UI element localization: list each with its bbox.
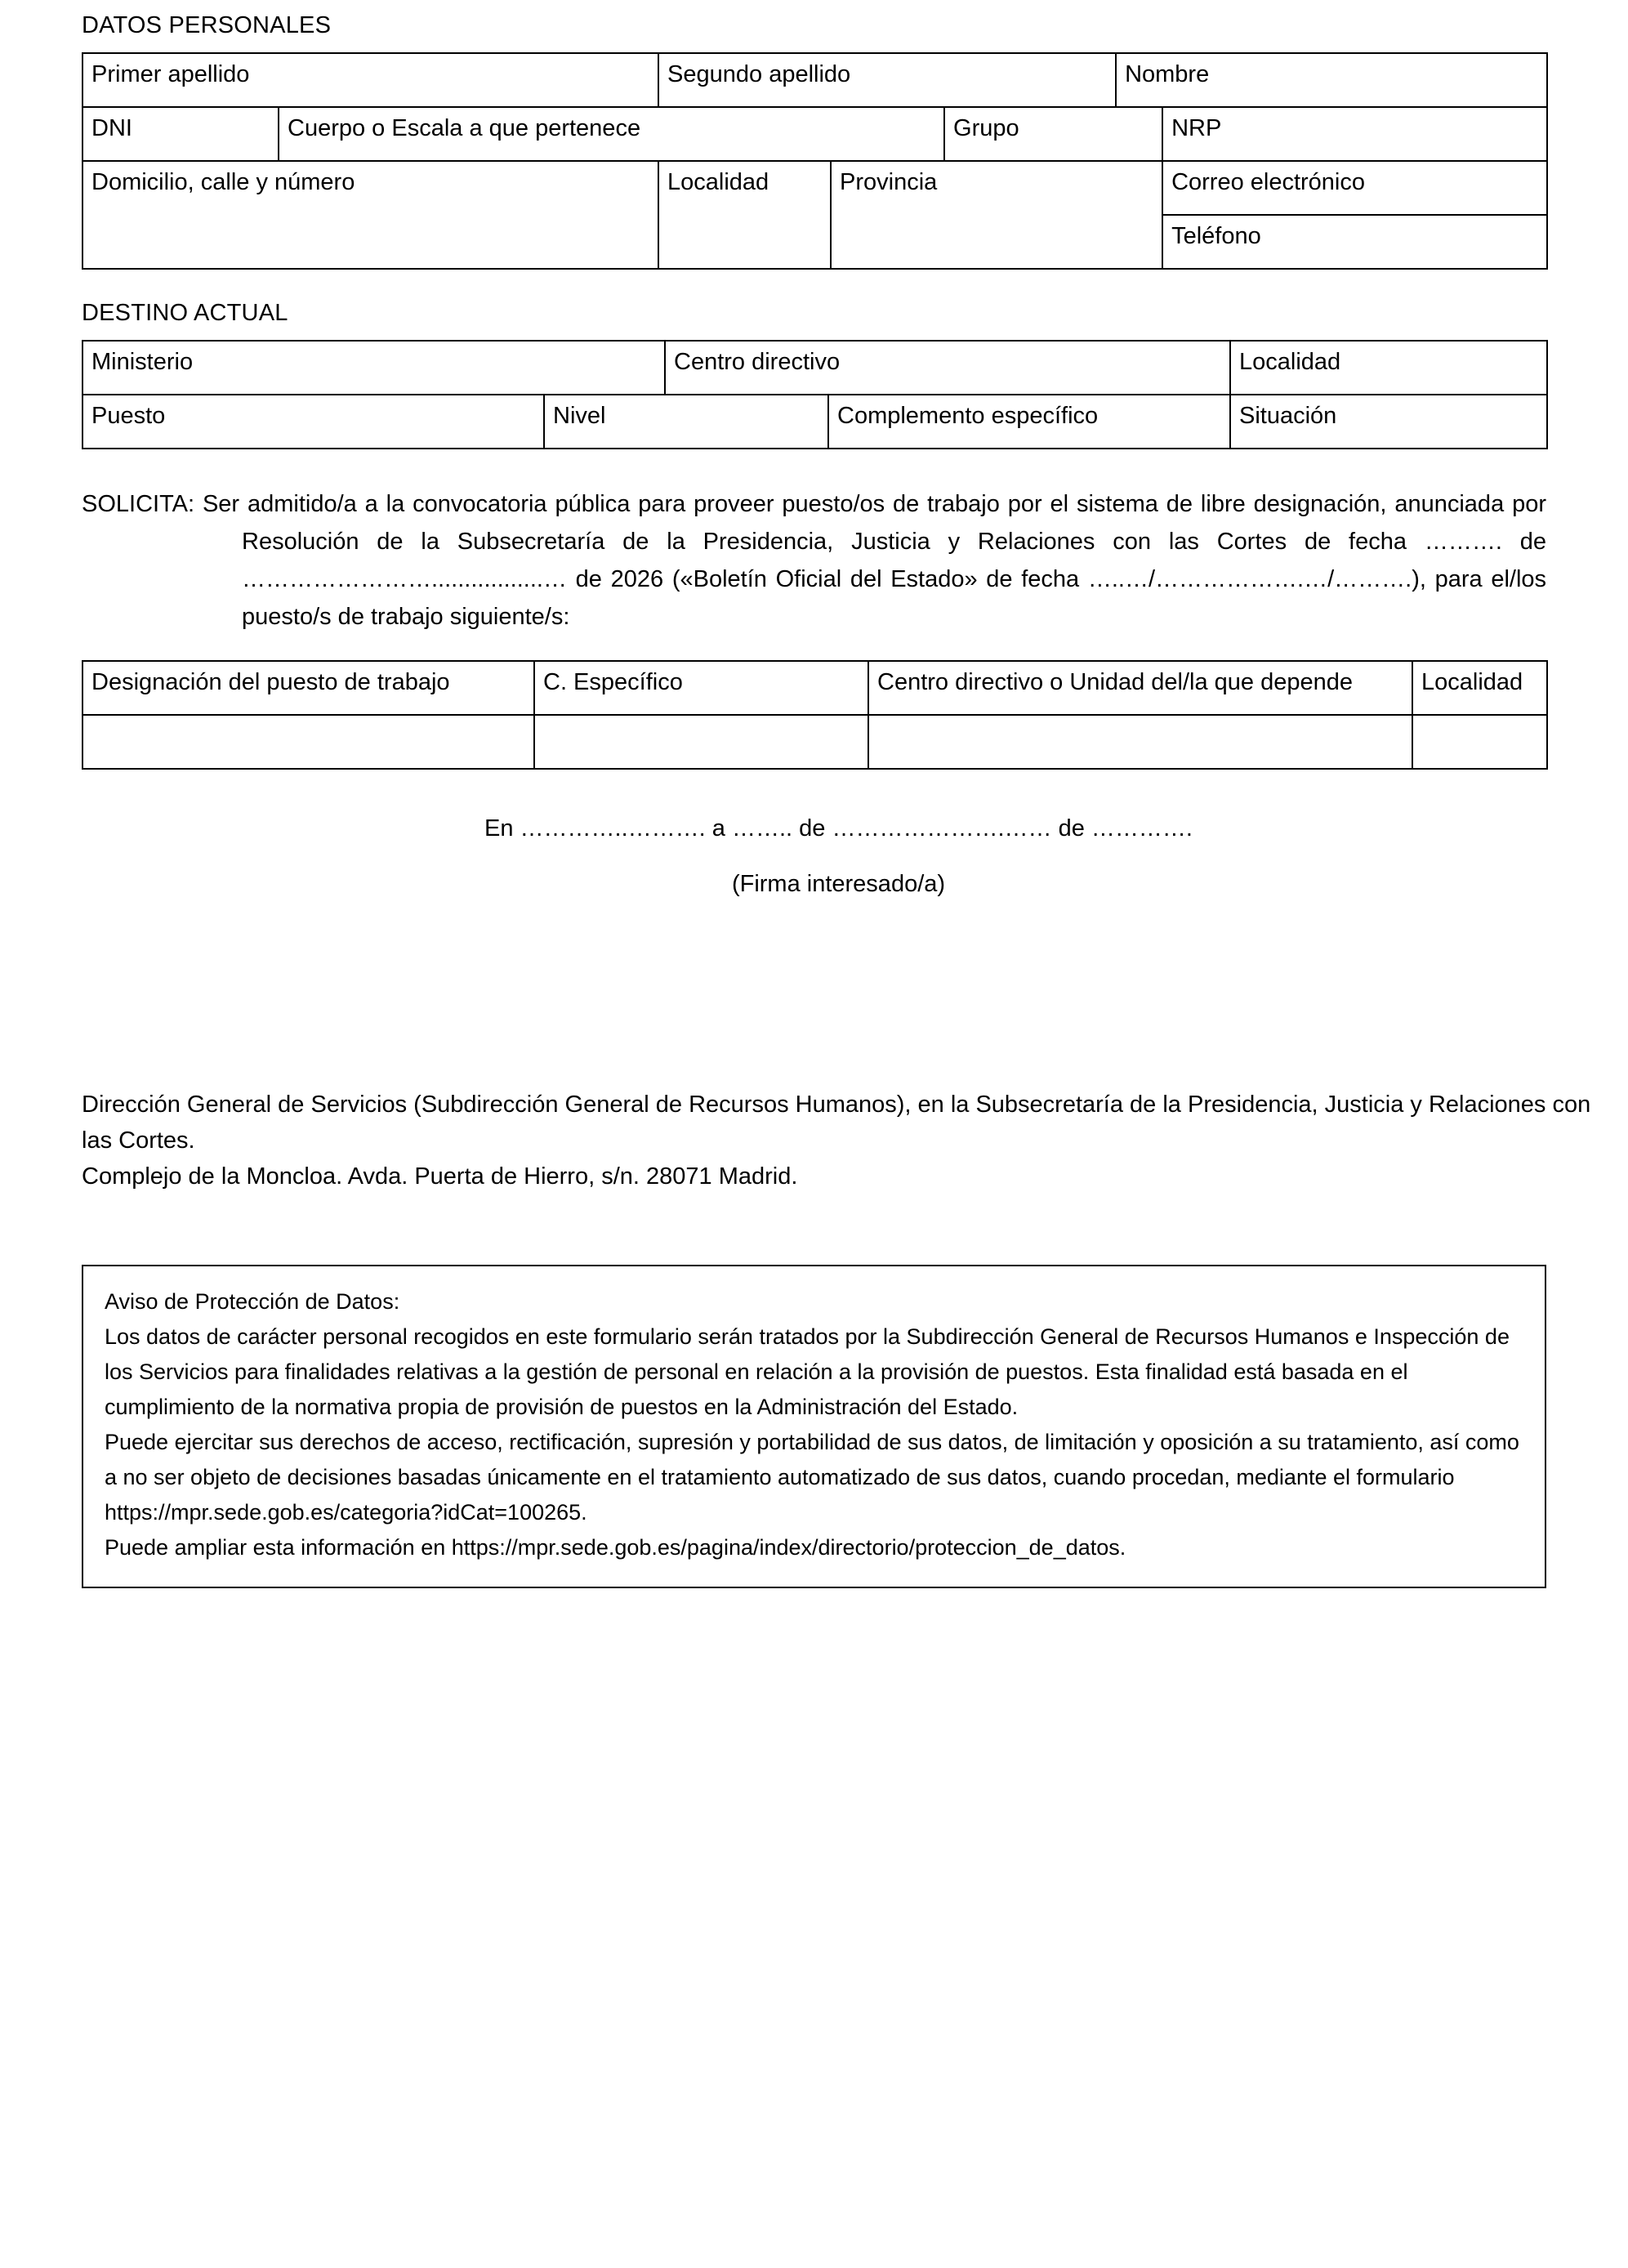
- field-complemento-especifico[interactable]: Complemento específico: [828, 395, 1230, 449]
- field-provincia[interactable]: Provincia: [831, 161, 1162, 269]
- privacy-paragraph-1: Los datos de carácter personal recogidos en este formulario serán tratados por la Subdirección General de Recursos Humanos e Inspección de los Servicios para finalidades relativas a la gestión de personal en relación a la provisión de puestos. Esta finalidad está basada en el cumplimiento de la normativa propia de provisión de puestos en la Administración del Estado.: [105, 1324, 1510, 1419]
- table-row: [83, 715, 1547, 769]
- field-nombre[interactable]: Nombre: [1116, 53, 1547, 107]
- field-centro-directivo[interactable]: Centro directivo: [665, 341, 1230, 395]
- destination-address-line1: Dirección General de Servicios (Subdirección General de Recursos Humanos), en la Subsecretaría de la Presidencia, Justicia y Relaciones con las Cortes.: [82, 1092, 1591, 1154]
- destination-address-block: [82, 1087, 1601, 1194]
- cell-designacion[interactable]: [83, 715, 534, 769]
- table-row: [83, 161, 1547, 215]
- field-nivel[interactable]: Nivel: [544, 395, 828, 449]
- place-and-date-line[interactable]: En …………..………. a …….. de ………………….…… de ………….: [484, 815, 1193, 842]
- cell-localidad[interactable]: [1412, 715, 1547, 769]
- section-title-datos-personales: DATOS PERSONALES: [82, 12, 332, 38]
- cell-complemento-especifico[interactable]: [534, 715, 868, 769]
- field-nrp[interactable]: NRP: [1162, 107, 1547, 161]
- solicita-label: SOLICITA:: [82, 491, 195, 517]
- field-segundo-apellido[interactable]: Segundo apellido: [658, 53, 1116, 107]
- signature-label: (Firma interesado/a): [731, 871, 946, 897]
- privacy-paragraph-3: Puede ampliar esta información en https://mpr.sede.gob.es/pagina/index/directorio/proteccion_de_datos.: [105, 1535, 1126, 1560]
- solicita-boe-text: («Boletín Oficial del Estado» de fecha: [671, 566, 1080, 592]
- solicita-dots-day[interactable]: ……….: [1424, 529, 1502, 555]
- destination-address-line2: Complejo de la Moncloa. Avda. Puerta de Hierro, s/n. 28071 Madrid.: [82, 1163, 798, 1190]
- table-row: [83, 341, 1547, 395]
- column-header-localidad: Localidad: [1412, 661, 1547, 715]
- field-domicilio[interactable]: Domicilio, calle y número: [83, 161, 658, 269]
- solicita-text-part2: para el/los puesto/s de trabajo siguiente/s:: [242, 566, 1547, 630]
- privacy-paragraph-2: Puede ejercitar sus derechos de acceso, rectificación, supresión y portabilidad de sus datos, de limitación y oposición a su tratamiento, así como a no ser objeto de decisiones basadas únicamente en el tratamiento automatizado de sus datos, cuando procedan, mediante el formulario https://mpr.sede.gob.es/categoria?idCat=100265.: [105, 1430, 1519, 1525]
- solicita-text-part1: Ser admitido/a a la convocatoria pública para proveer puesto/os de trabajo por el sistema de libre designación, anunciada por Resolución de la Subsecretaría de la Presidencia, Justicia y Relaciones con las Cortes de fecha: [202, 491, 1546, 555]
- table-header-row: [83, 661, 1547, 715]
- column-header-designacion: Designación del puesto de trabajo: [83, 661, 534, 715]
- field-destino-localidad[interactable]: Localidad: [1230, 341, 1547, 395]
- destino-actual-table: [82, 340, 1548, 449]
- field-correo-electronico[interactable]: Correo electrónico: [1162, 161, 1547, 215]
- solicita-dots-date[interactable]: …..…/……………….…/……….),: [1087, 566, 1426, 592]
- privacy-notice-box: [82, 1265, 1546, 1588]
- solicita-de-2: de: [575, 566, 602, 592]
- solicita-dots-month[interactable]: …………………….................…: [242, 566, 567, 592]
- privacy-title: Aviso de Protección de Datos:: [105, 1289, 400, 1314]
- column-header-centro-directivo: Centro directivo o Unidad del/la que depende: [868, 661, 1412, 715]
- field-primer-apellido[interactable]: Primer apellido: [83, 53, 658, 107]
- field-grupo[interactable]: Grupo: [944, 107, 1162, 161]
- cell-centro-directivo[interactable]: [868, 715, 1412, 769]
- field-localidad[interactable]: Localidad: [658, 161, 831, 269]
- field-puesto[interactable]: Puesto: [83, 395, 544, 449]
- solicita-de-1: de: [1519, 529, 1547, 555]
- column-header-complemento-especifico: C. Específico: [534, 661, 868, 715]
- solicita-year: 2026: [610, 566, 664, 592]
- solicita-paragraph: [82, 485, 1546, 636]
- field-ministerio[interactable]: Ministerio: [83, 341, 665, 395]
- field-telefono[interactable]: Teléfono: [1162, 215, 1547, 269]
- requested-positions-table: [82, 660, 1548, 770]
- section-title-destino-actual: DESTINO ACTUAL: [82, 300, 288, 326]
- table-row: [83, 53, 1547, 107]
- table-row: [83, 395, 1547, 449]
- field-dni[interactable]: DNI: [83, 107, 279, 161]
- table-row: [83, 107, 1547, 161]
- personal-data-table: [82, 52, 1548, 270]
- field-cuerpo-escala[interactable]: Cuerpo o Escala a que pertenece: [279, 107, 944, 161]
- spacer: [82, 636, 1546, 660]
- field-situacion[interactable]: Situación: [1230, 395, 1547, 449]
